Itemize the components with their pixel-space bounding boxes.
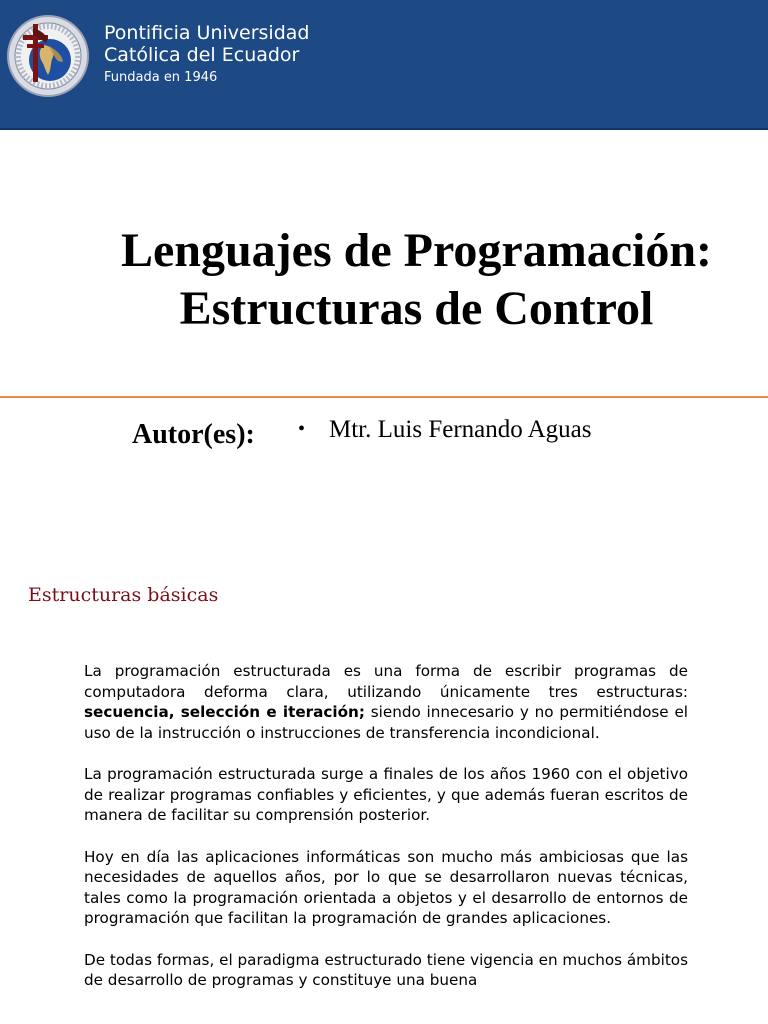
- paragraph-1-text-b: siendo innecesario y no permitiéndose el uso de la instrucción o instrucciones de transferencia incondicional.: [84, 703, 689, 742]
- paragraph-4: De todas formas, el paradigma estructurado tiene vigencia en muchos ámbitos de desarrollo de programas y constituye una buena: [84, 950, 688, 989]
- paragraph-1: [84, 661, 688, 743]
- presentation-title: [60, 222, 768, 338]
- author-label: Autor(es):: [132, 419, 255, 450]
- author-name: Mtr. Luis Fernando Aguas: [329, 416, 592, 443]
- paragraph-3: Hoy en día las aplicaciones informáticas son mucho más ambiciosas que las necesidades de aquellos años, por lo que se desarrollaron nuevas técnicas, tales como la programación orientada a objetos y el desarrollo de entornos de programación que facilitan la programación de grandes aplicaciones.: [84, 847, 688, 927]
- paragraph-1-text-a: La programación estructurada es una forma de escribir programas de computadora deforma clara, utilizando únicamente tres estructuras:: [84, 662, 688, 701]
- founded-text: Fundada en 1946: [104, 70, 218, 85]
- university-name: [104, 22, 309, 66]
- body-text: [84, 661, 688, 1012]
- author-bullet: •: [298, 418, 306, 440]
- title-line-1: Lenguajes de Programación:: [120, 224, 713, 277]
- paragraph-2: La programación estructurada surge a finales de los años 1960 con el objetivo de realizar programas confiables y eficientes, y que además fueran escritos de manera de facilitar su comprensión posterior.: [84, 765, 688, 824]
- university-name-line-1: Pontificia Universidad: [104, 22, 310, 44]
- university-name-line-2: Católica del Ecuador: [104, 44, 300, 66]
- header-banner: [0, 0, 768, 130]
- university-seal-icon: [6, 13, 90, 99]
- orange-divider: [0, 396, 768, 398]
- section-title: Estructuras básicas: [28, 584, 219, 606]
- title-line-2: Estructuras de Control: [179, 282, 654, 335]
- paragraph-1-bold-terms: secuencia, selección e iteración;: [84, 703, 365, 721]
